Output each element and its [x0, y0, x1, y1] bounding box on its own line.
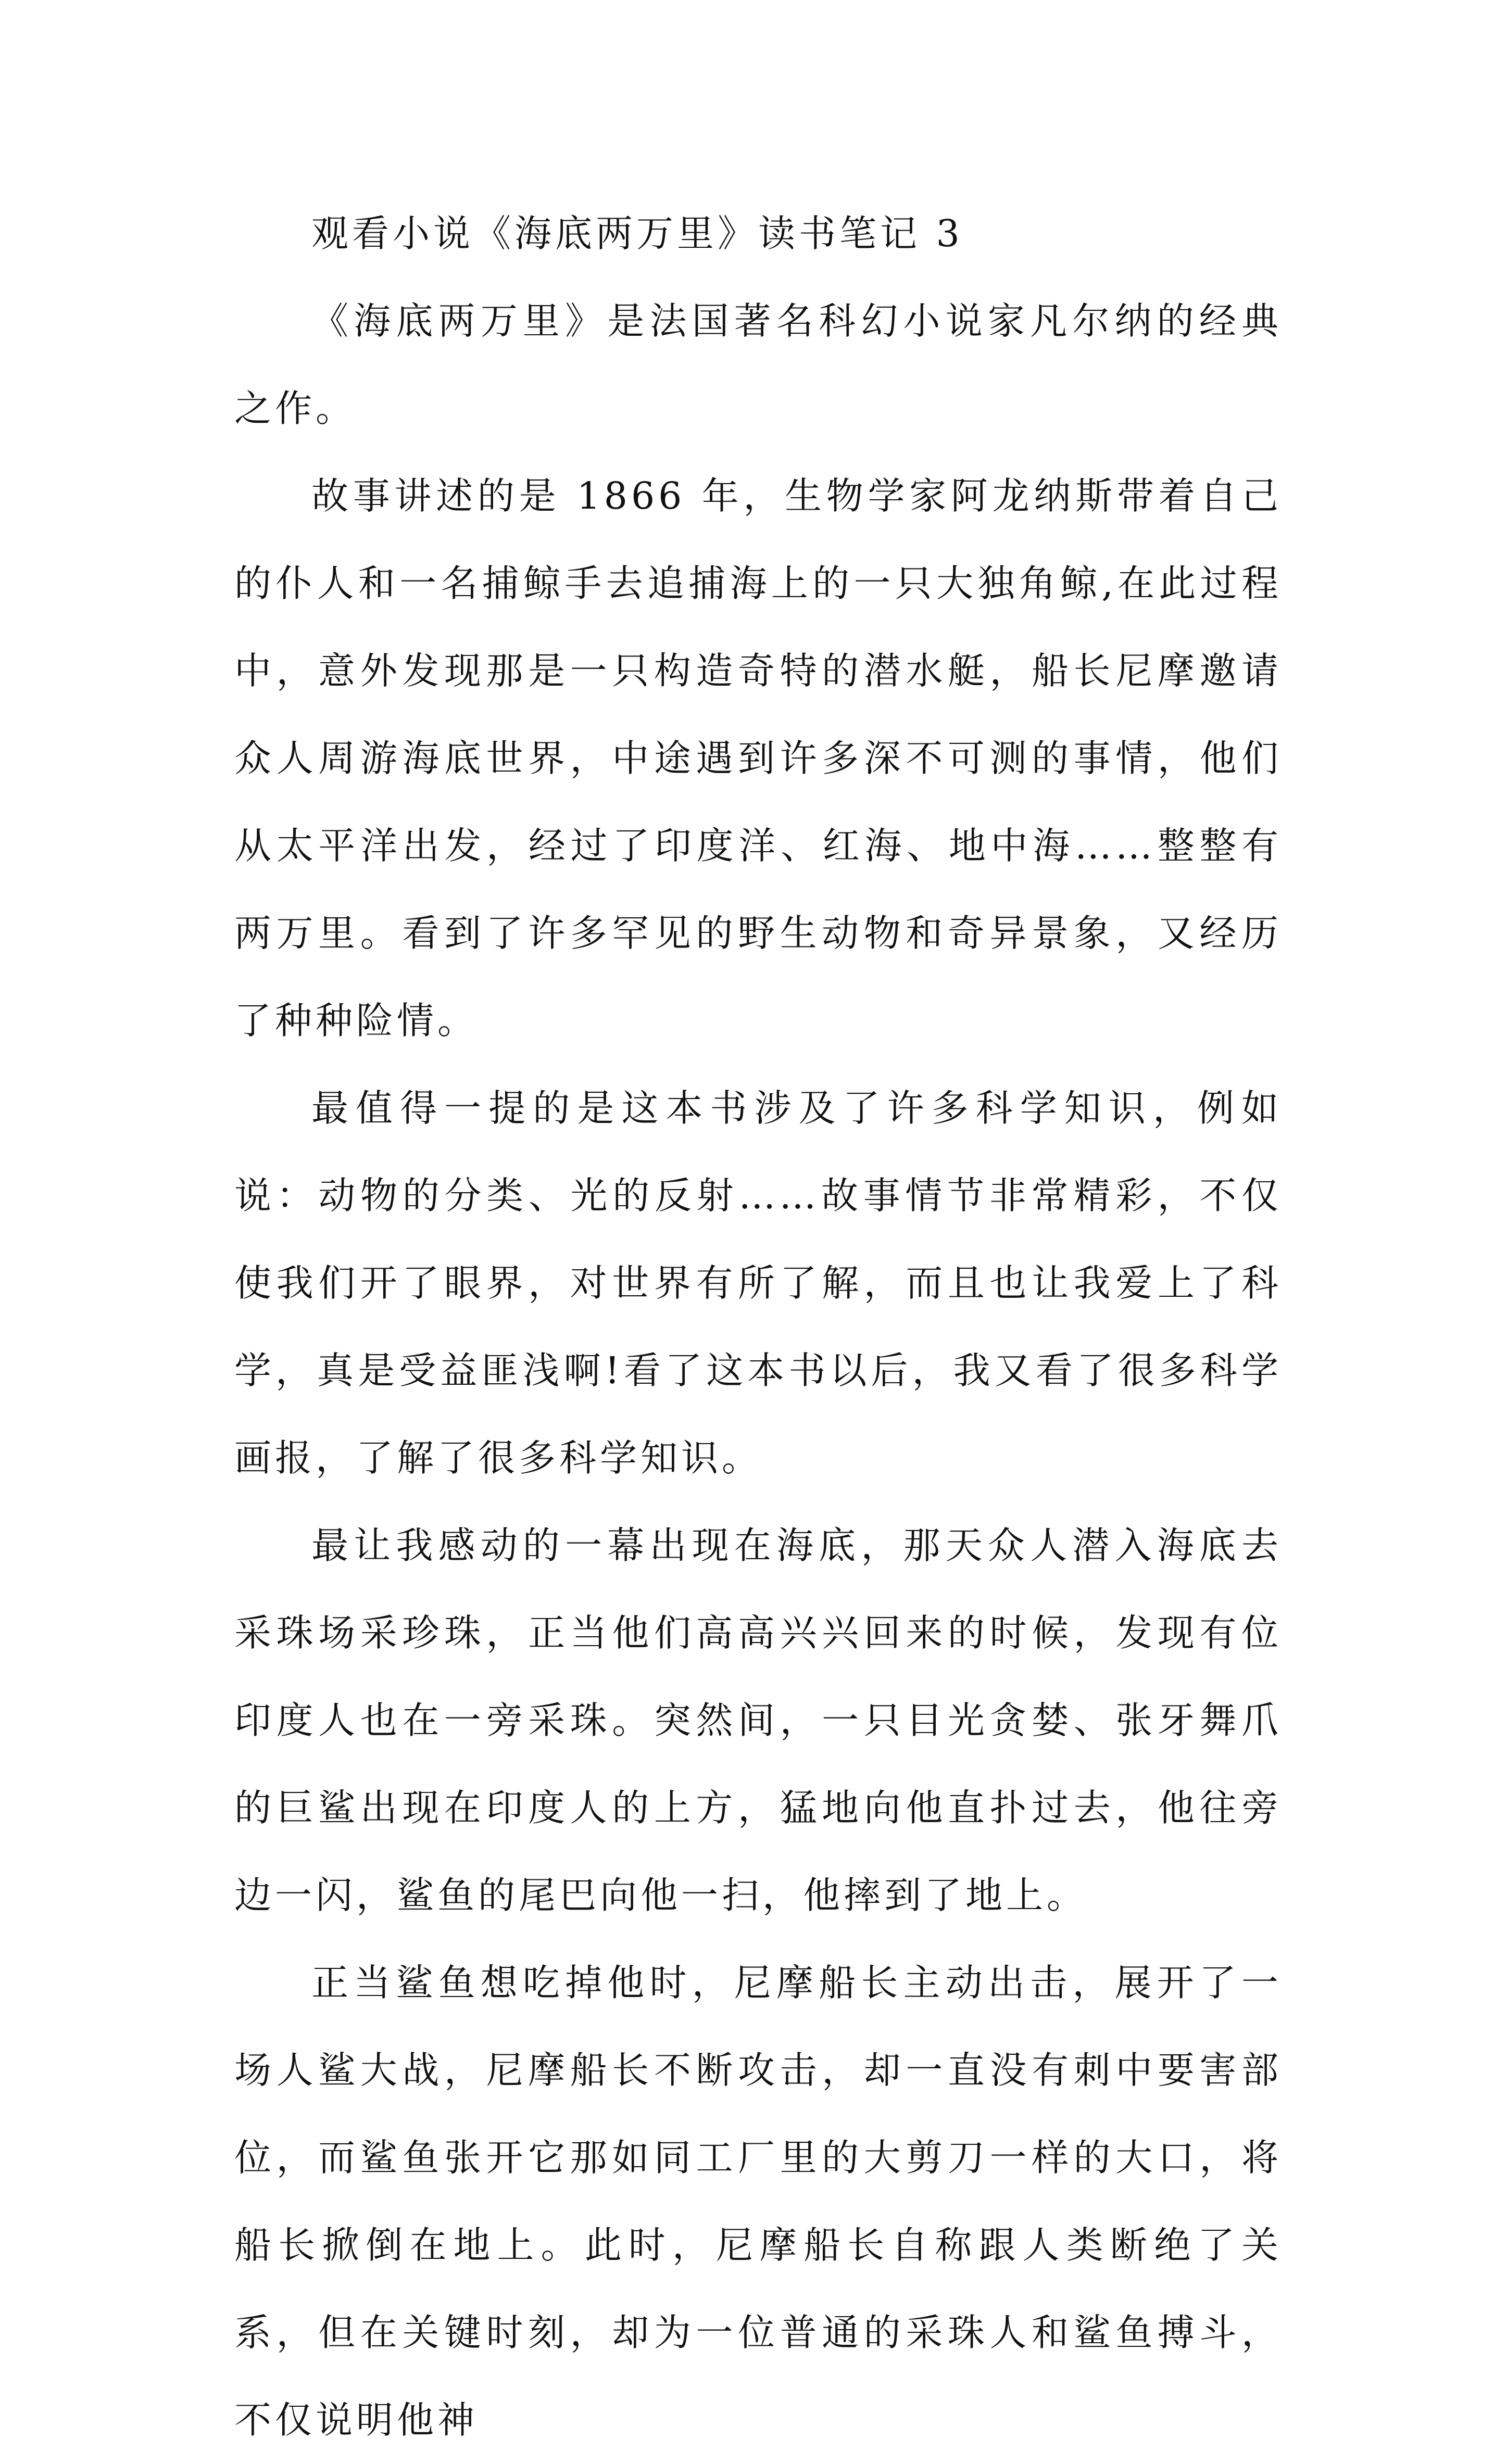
paragraph-shark-scene: 最让我感动的一幕出现在海底，那天众人潜入海底去采珠场采珍珠，正当他们高高兴兴回来的时候，发现有位印度人也在一旁采珠。突然间，一只目光贪婪、张牙舞爪的巨鲨出现在印度人的上方，猛地向他直扑过去，他往旁边一闪，鲨鱼的尾巴向他一扫，他摔到了地上。 [234, 1524, 1282, 1917]
paragraph-captain-nemo: 正当鲨鱼想吃掉他时，尼摩船长主动出击，展开了一场人鲨大战，尼摩船长不断攻击，却一直没有刺中要害部位，而鲨鱼张开它那如同工厂里的大剪刀一样的大口，将船长掀倒在地上。此时，尼摩船长自称跟人类断绝了关系，但在关键时刻，却为一位普通的采珠人和鲨鱼搏斗，不仅说明他神 [234, 1961, 1282, 2442]
document-body [234, 190, 1282, 2464]
document-title: 观看小说《海底两万里》读书笔记 3 [311, 212, 963, 255]
paragraph-science-knowledge: 最值得一提的是这本书涉及了许多科学知识，例如说：动物的分类、光的反射……故事情节非常精彩，不仅使我们开了眼界，对世界有所了解，而且也让我爱上了科学，真是受益匪浅啊!看了这本书以后，我又看了很多科学画报，了解了很多科学知识。 [234, 1086, 1282, 1480]
paragraph-story-summary: 故事讲述的是 1866 年，生物学家阿龙纳斯带着自己的仆人和一名捕鲸手去追捕海上的一只大独角鲸,在此过程中，意外发现那是一只构造奇特的潜水艇，船长尼摩邀请众人周游海底世界，中途遇到许多深不可测的事情，他们从太平洋出发，经过了印度洋、红海、地中海……整整有两万里。看到了许多罕见的野生动物和奇异景象，又经历了种种险情。 [234, 474, 1282, 1042]
paragraph-intro: 《海底两万里》是法国著名科幻小说家凡尔纳的经典之作。 [234, 299, 1282, 430]
